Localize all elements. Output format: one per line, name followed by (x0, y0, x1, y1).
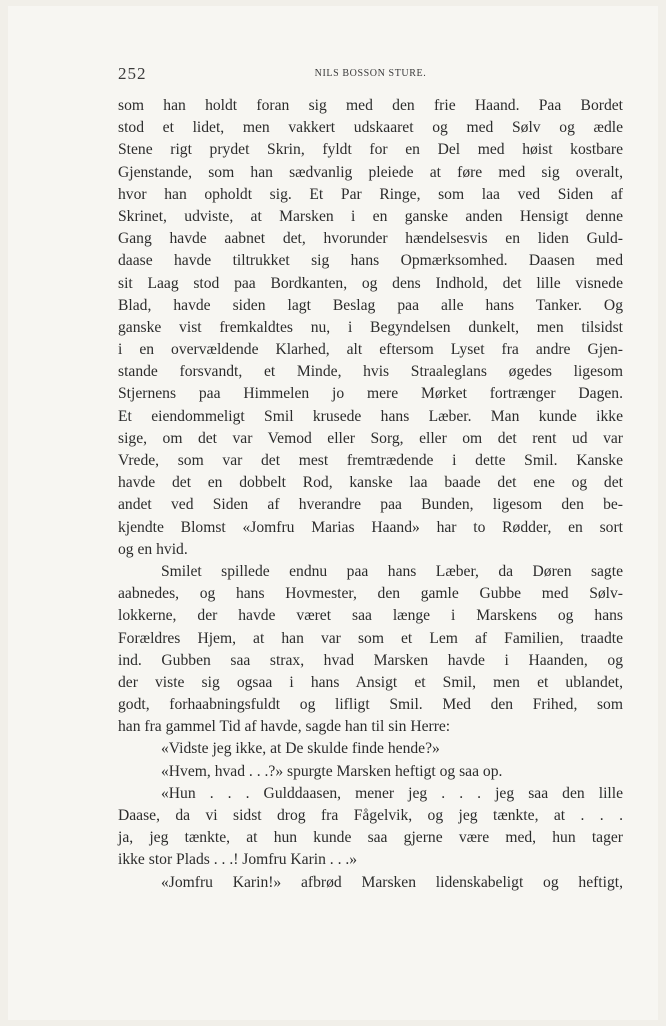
text-line: havde det en dobbelt Rod, kanske laa baade det ene og det (118, 474, 623, 492)
text-line: Daase, da vi sidst drog fra Fågelvik, og jeg tænkte, at . . . (118, 807, 623, 824)
text-line: Blad, havde siden lagt Beslag paa alle hans Tanker. Og (118, 296, 623, 314)
paragraph (118, 872, 623, 894)
body-text (118, 95, 623, 894)
page-number: 252 (118, 64, 147, 83)
text-line: godt, forhaabningsfuldt og lifligt Smil. Med den Frihed, som (118, 696, 623, 714)
text-line: ganske vist fremkaldtes nu, i Begyndelsen dunkelt, men tilsidst (118, 318, 623, 336)
text-line: kjendte Blomst «Jomfru Marias Haand» har to Rødder, en sort (118, 518, 623, 536)
text-line: i en overvældende Klarhed, alt eftersom Lyset fra andre Gjen- (118, 341, 623, 359)
text-line: «Hun . . . Gulddaasen, mener jeg . . . jeg saa den lille (161, 784, 623, 802)
text-line: Stene rigt prydet Skrin, fyldt for en Del med høist kostbare (118, 141, 623, 159)
text-line: stod et lidet, men vakkert udskaaret og med Sølv og ædle (118, 119, 623, 137)
text-line: der viste sig ogsaa i hans Ansigt et Smil, men et ublandet, (118, 673, 623, 691)
page-header (118, 64, 623, 84)
text-line: ikke stor Plads . . .! Jomfru Karin . . .» (118, 851, 358, 869)
text-line: lokkerne, der havde været saa længe i Marskens og hans (118, 607, 623, 625)
text-line: Smilet spillede endnu paa hans Læber, da Døren sagte (161, 562, 623, 580)
text-line: Forældres Hjem, at han var som et Lem af Familien, traadte (118, 629, 623, 647)
text-line: Et eiendommeligt Smil krusede hans Læber. Man kunde ikke (118, 407, 623, 425)
text-line: Skrinet, udviste, at Marsken i en ganske anden Hensigt denne (118, 207, 623, 225)
text-line: som han holdt foran sig med den frie Haand. Paa Bordet (118, 97, 623, 114)
text-line: han fra gammel Tid af havde, sagde han til sin Herre: (118, 718, 451, 736)
text-line: «Hvem, hvad . . .?» spurgte Marsken heftigt og saa op. (161, 762, 503, 780)
text-line: Vrede, som var det mest fremtrædende i dette Smil. Kanske (118, 452, 623, 469)
paragraph (118, 95, 623, 561)
running-head: NILS BOSSON STURE. (314, 68, 427, 79)
text-line: stande forsvandt, et Minde, hvis Straaleglans øgedes ligesom (118, 363, 623, 381)
text-line: andet ved Siden af hverandre paa Bunden, ligesom den be- (118, 496, 623, 514)
text-line: ja, jeg tænkte, at hun kunde saa gjerne være med, hun tager (118, 829, 623, 847)
text-line: sit Laag stod paa Bordkanten, og dens Indhold, det lille visnede (118, 274, 623, 292)
text-line: Stjernens paa Himmelen jo mere Mørket fortrænger Dagen. (118, 385, 623, 403)
text-line: «Jomfru Karin!» afbrød Marsken lidenskabeligt og heftigt, (161, 873, 623, 891)
paragraph (118, 783, 623, 872)
text-line: hvor han opholdt sig. Et Par Ringe, som laa ved Siden af (118, 185, 623, 203)
text-line: sige, om det var Vemod eller Sorg, eller om det rent ud var (118, 429, 623, 447)
paragraph (118, 561, 623, 739)
text-line: daase havde tiltrukket sig hans Opmærksomhed. Daasen med (118, 252, 623, 270)
paragraph (118, 761, 623, 783)
text-line: Gang havde aabnet det, hvorunder hændelsesvis en liden Guld- (118, 230, 623, 248)
paragraph (118, 738, 623, 760)
text-line: aabnedes, og hans Hovmester, den gamle Gubbe med Sølv- (118, 585, 623, 603)
text-line: «Vidste jeg ikke, at De skulde finde hende?» (161, 740, 440, 758)
text-line: Gjenstande, som han sædvanlig pleiede at føre med sig overalt, (118, 163, 623, 181)
text-line: ind. Gubben saa strax, hvad Marsken havde i Haanden, og (118, 651, 623, 669)
text-line: og en hvid. (118, 540, 188, 558)
